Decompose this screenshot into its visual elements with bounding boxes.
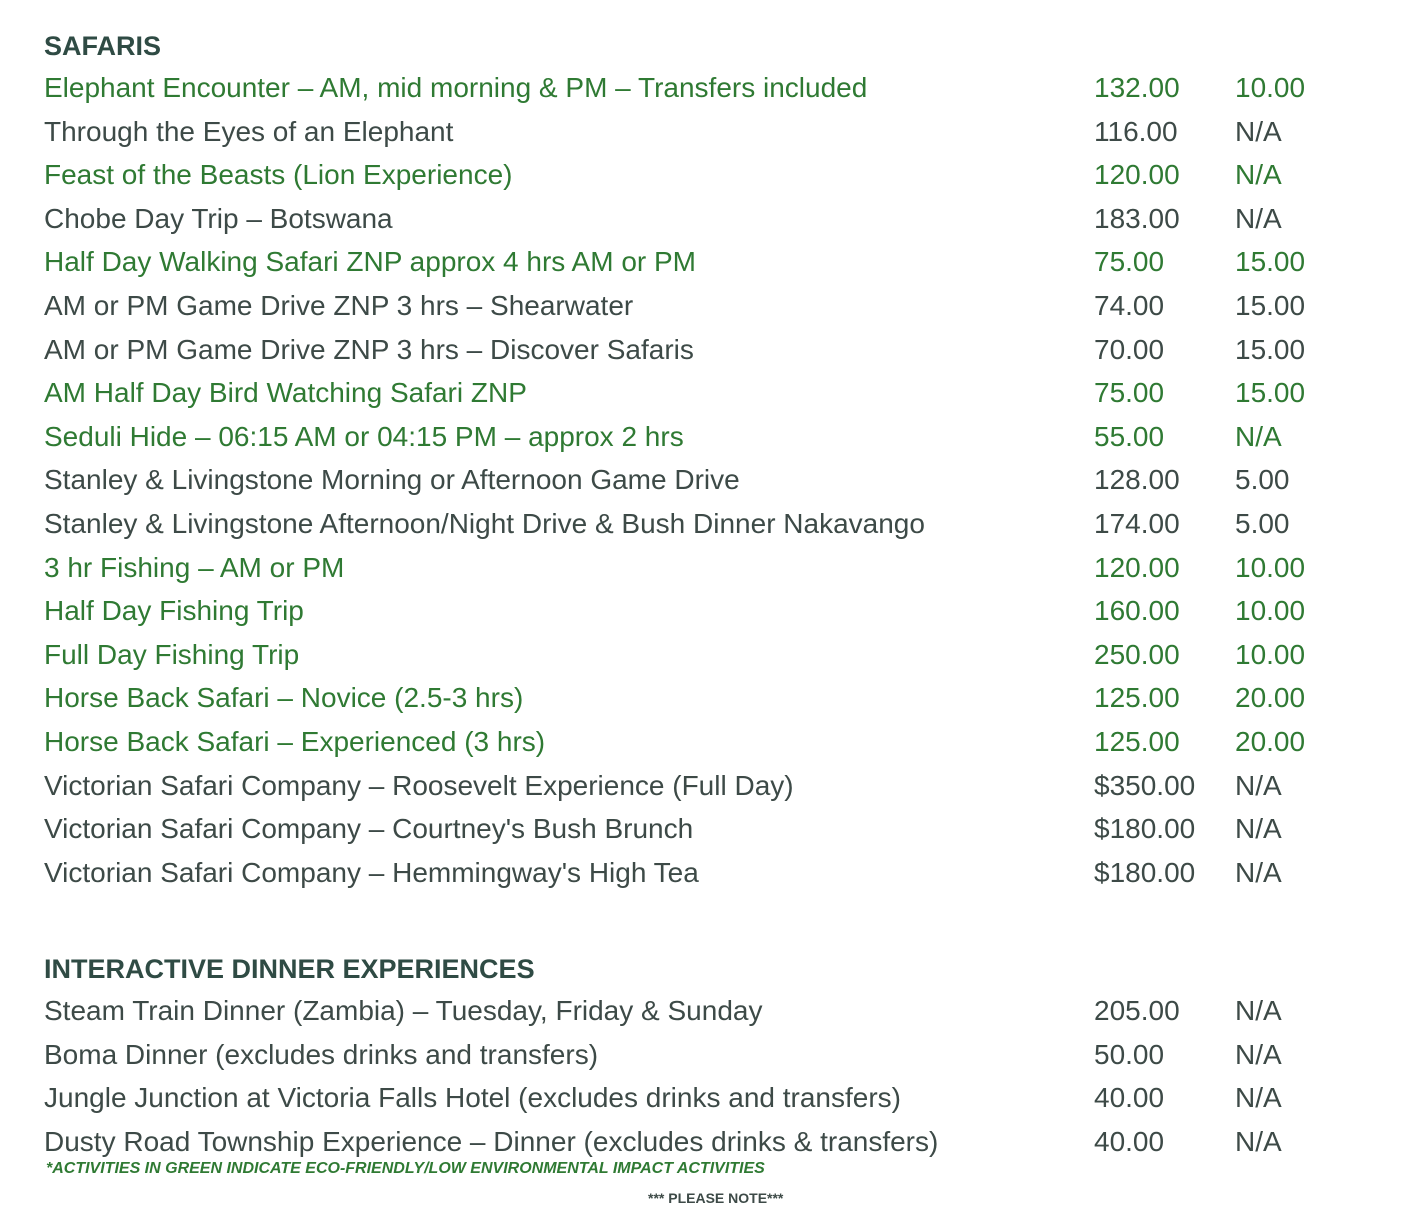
activity-name: Elephant Encounter – AM, mid morning & PM – Transfers included <box>44 72 868 103</box>
activity-levy: 10.00 <box>1235 638 1306 670</box>
activity-name: Jungle Junction at Victoria Falls Hotel (excludes drinks and transfers) <box>44 1082 901 1114</box>
activity-price: 250.00 <box>1094 638 1180 670</box>
activity-name: AM Half Day Bird Watching Safari ZNP <box>44 377 527 409</box>
activity-price: 174.00 <box>1094 507 1180 539</box>
activity-price: 75.00 <box>1094 246 1165 278</box>
activity-price: 75.00 <box>1094 377 1165 409</box>
activity-price: 205.00 <box>1094 995 1180 1027</box>
activity-name: Dusty Road Township Experience – Dinner (excludes drinks & transfers) <box>44 1126 939 1158</box>
activity-name: Victorian Safari Company – Courtney's Bush Brunch <box>44 813 694 845</box>
activity-row <box>44 153 1384 197</box>
activity-levy: N/A <box>1235 813 1282 845</box>
activity-name: Steam Train Dinner (Zambia) – Tuesday, Friday & Sunday <box>44 995 763 1027</box>
activity-price: 125.00 <box>1094 682 1180 714</box>
activity-price-list <box>44 26 1384 1164</box>
activity-levy: N/A <box>1235 1038 1282 1070</box>
activity-name: Stanley & Livingstone Afternoon/Night Drive & Bush Dinner Nakavango <box>44 507 925 539</box>
activity-levy: N/A <box>1235 1082 1282 1114</box>
activity-name: 3 hr Fishing – AM or PM <box>44 551 345 583</box>
safari-rows <box>44 66 1384 894</box>
activity-row <box>44 197 1384 241</box>
activity-levy: N/A <box>1235 769 1282 801</box>
activity-price: 50.00 <box>1094 1038 1165 1070</box>
activity-row <box>44 633 1384 677</box>
activity-row <box>44 328 1384 372</box>
activity-name: Feast of the Beasts (Lion Experience) <box>44 159 513 191</box>
activity-levy: N/A <box>1235 159 1282 191</box>
section-heading: INTERACTIVE DINNER EXPERIENCES <box>44 954 535 985</box>
activity-row <box>44 1033 1384 1077</box>
activity-name: Horse Back Safari – Novice (2.5-3 hrs) <box>44 682 524 714</box>
activity-price: 116.00 <box>1094 115 1178 147</box>
activity-levy: N/A <box>1235 856 1282 888</box>
activity-name: AM or PM Game Drive ZNP 3 hrs – Shearwater <box>44 289 634 321</box>
activity-row <box>44 240 1384 284</box>
section-dinner-experiences <box>44 949 1384 1163</box>
activity-name: Seduli Hide – 06:15 AM or 04:15 PM – approx 2 hrs <box>44 420 684 452</box>
activity-name: Through the Eyes of an Elephant <box>44 115 454 147</box>
activity-row <box>44 371 1384 415</box>
activity-levy: 5.00 <box>1235 464 1290 496</box>
activity-row <box>44 110 1384 154</box>
activity-price: 132.00 <box>1094 72 1180 103</box>
activity-levy: 5.00 <box>1235 507 1290 539</box>
activity-row <box>44 66 1384 110</box>
activity-name: Stanley & Livingstone Morning or Afternoon Game Drive <box>44 464 740 496</box>
activity-row <box>44 458 1384 502</box>
activity-levy: N/A <box>1235 420 1282 452</box>
activity-price: 40.00 <box>1094 1126 1165 1158</box>
activity-levy: 10.00 <box>1235 72 1306 103</box>
activity-row <box>44 764 1384 808</box>
activity-name: Full Day Fishing Trip <box>44 638 300 670</box>
activity-price: 40.00 <box>1094 1082 1165 1114</box>
activity-price: 183.00 <box>1094 202 1180 234</box>
activity-row <box>44 546 1384 590</box>
activity-row <box>44 807 1384 851</box>
section-heading: SAFARIS <box>44 31 162 61</box>
activity-name: Victorian Safari Company – Hemmingway's High Tea <box>44 856 699 888</box>
activity-row <box>44 415 1384 459</box>
activity-price: $180.00 <box>1094 813 1196 845</box>
section-safaris <box>44 26 1384 894</box>
activity-levy: 15.00 <box>1235 246 1306 278</box>
activity-levy: 15.00 <box>1235 333 1306 365</box>
activity-levy: 10.00 <box>1235 595 1306 627</box>
activity-row <box>44 589 1384 633</box>
activity-row <box>44 720 1384 764</box>
activity-row <box>44 284 1384 328</box>
activity-price: 160.00 <box>1094 595 1180 627</box>
activity-row <box>44 851 1384 895</box>
activity-levy: 15.00 <box>1235 289 1306 321</box>
activity-price: 125.00 <box>1094 725 1180 757</box>
activity-row <box>44 1076 1384 1120</box>
activity-levy: 20.00 <box>1235 682 1306 714</box>
activity-price: 128.00 <box>1094 464 1180 496</box>
activity-price: 120.00 <box>1094 159 1180 191</box>
activity-name: AM or PM Game Drive ZNP 3 hrs – Discover Safaris <box>44 333 694 365</box>
activity-price: $180.00 <box>1094 856 1196 888</box>
activity-row <box>44 676 1384 720</box>
activity-name: Boma Dinner (excludes drinks and transfers) <box>44 1038 599 1070</box>
activity-name: Victorian Safari Company – Roosevelt Experience (Full Day) <box>44 769 794 801</box>
activity-levy: N/A <box>1235 202 1282 234</box>
activity-price: 55.00 <box>1094 420 1165 452</box>
eco-footnote: *ACTIVITIES IN GREEN INDICATE ECO-FRIENDLY/LOW ENVIRONMENTAL IMPACT ACTIVITIES <box>46 1160 765 1177</box>
activity-price: 74.00 <box>1094 289 1165 321</box>
dinner-rows <box>44 989 1384 1163</box>
activity-levy: 20.00 <box>1235 725 1306 757</box>
activity-levy: 10.00 <box>1235 551 1306 583</box>
activity-name: Half Day Fishing Trip <box>44 595 304 627</box>
activity-price: 70.00 <box>1094 333 1165 365</box>
activity-levy: 15.00 <box>1235 377 1306 409</box>
activity-levy: N/A <box>1235 1126 1282 1158</box>
activity-row <box>44 989 1384 1033</box>
activity-levy: N/A <box>1235 995 1282 1027</box>
section-spacer <box>44 894 1384 949</box>
activity-levy: N/A <box>1235 115 1282 147</box>
activity-price: 120.00 <box>1094 551 1180 583</box>
activity-name: Chobe Day Trip – Botswana <box>44 202 393 234</box>
please-note-heading: *** PLEASE NOTE*** <box>648 1190 784 1206</box>
activity-row <box>44 1120 1384 1164</box>
activity-name: Horse Back Safari – Experienced (3 hrs) <box>44 725 546 757</box>
activity-name: Half Day Walking Safari ZNP approx 4 hrs AM or PM <box>44 246 696 278</box>
activity-row <box>44 502 1384 546</box>
activity-price: $350.00 <box>1094 769 1196 801</box>
